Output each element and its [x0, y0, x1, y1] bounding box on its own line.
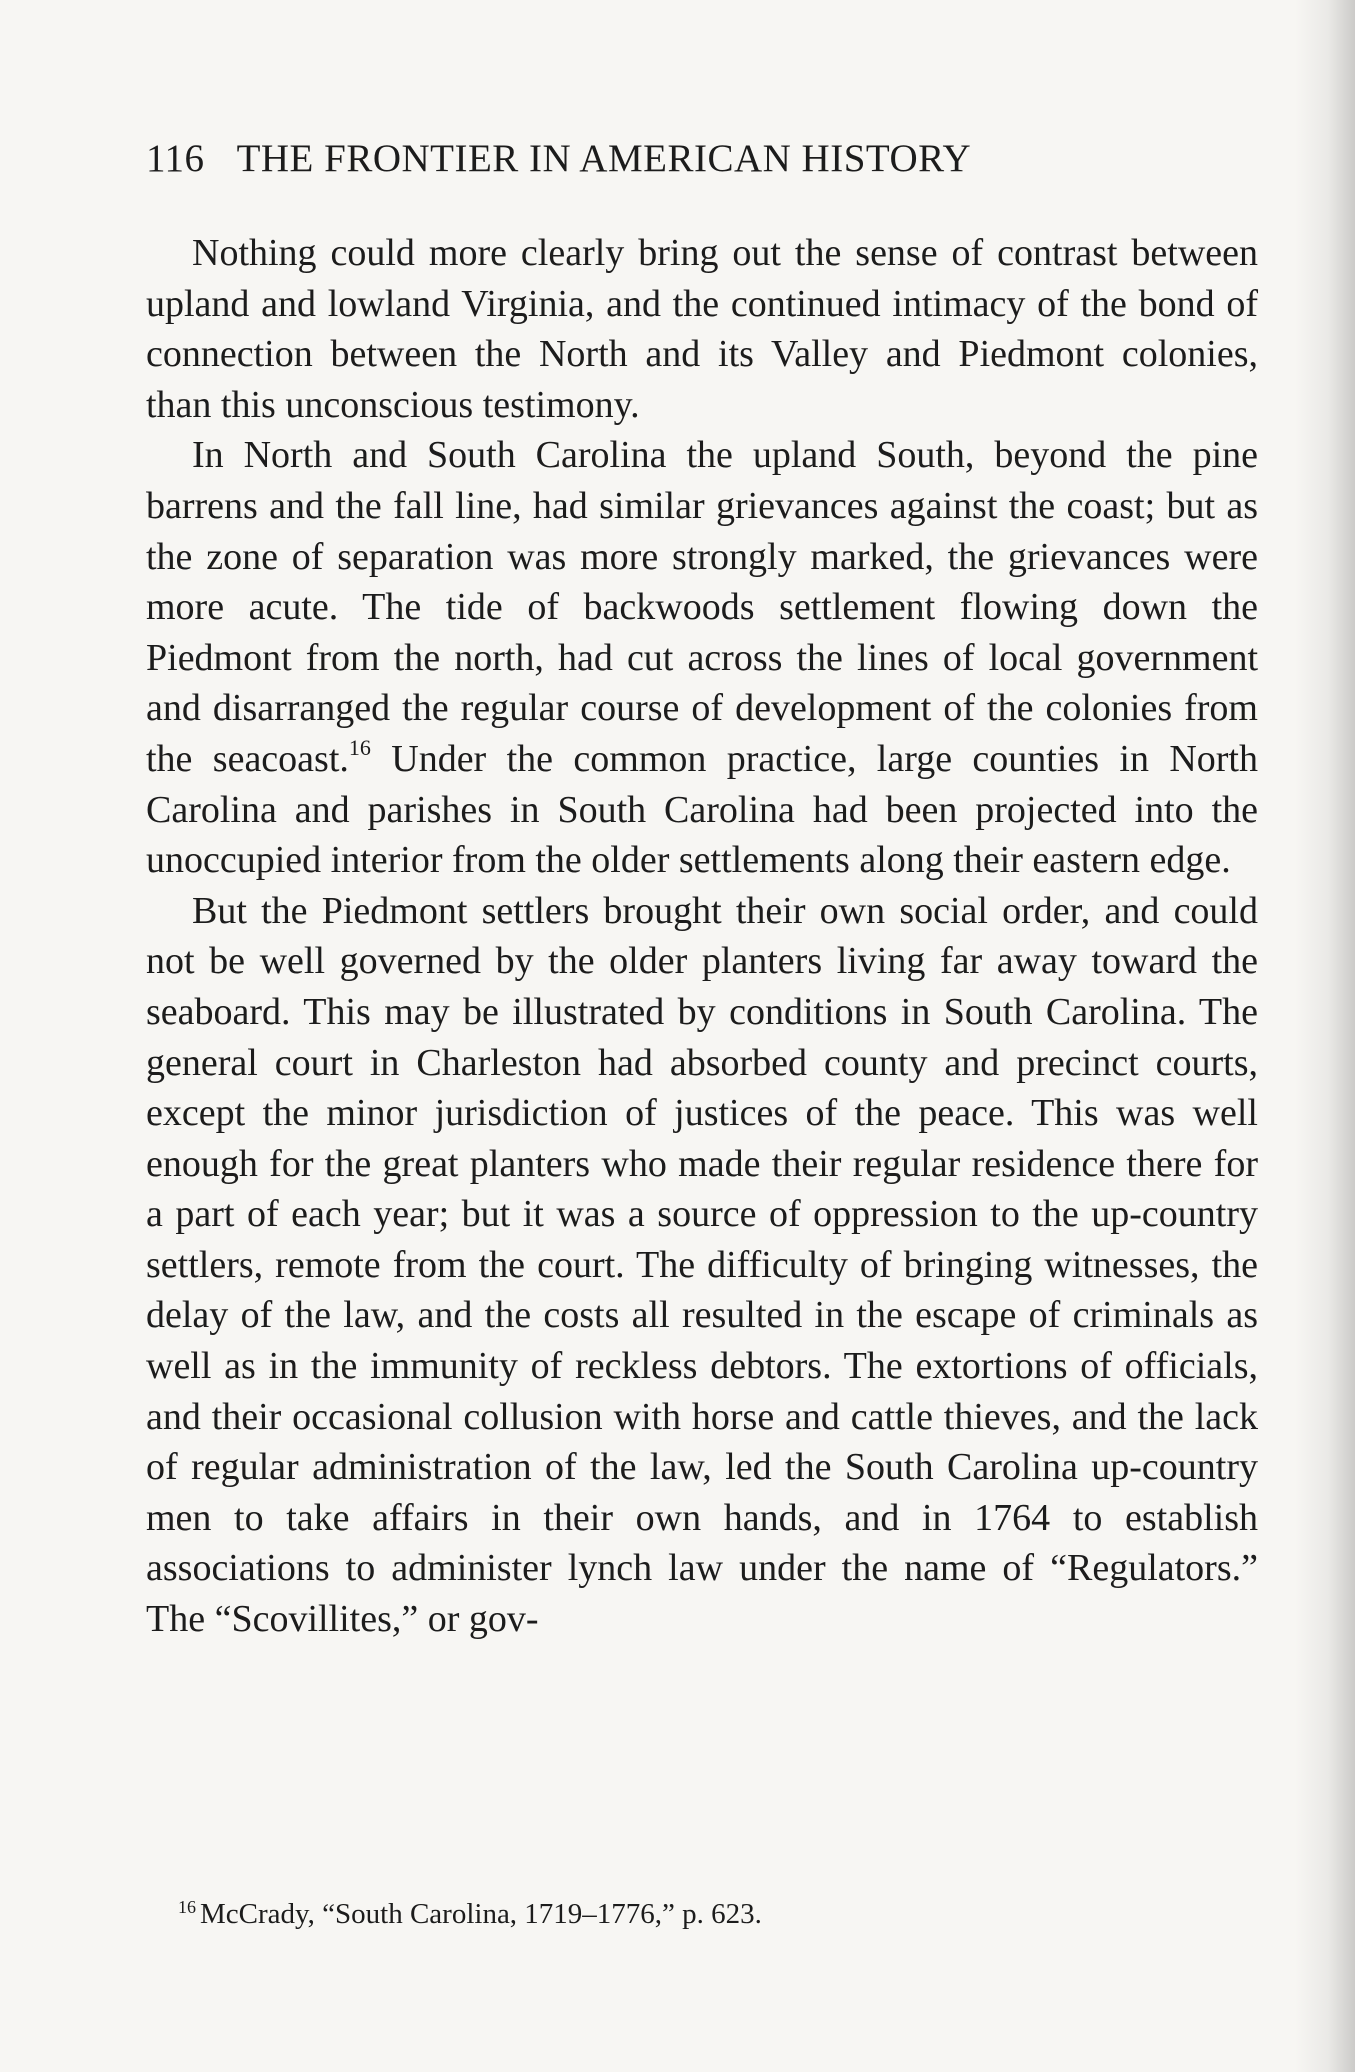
paragraph-2-text-b: Under the common practice, large counties in North Carolina and parishes in South Carolina had been projected into the unoccupied interior from the older settlements along their eastern edge. [146, 737, 1258, 882]
footnote-text: McCrady, “South Carolina, 1719–1776,” p. 623. [200, 1898, 762, 1930]
body-text [146, 228, 1258, 1645]
page-edge-shadow [1295, 0, 1355, 2072]
footnote-reference: 16 [348, 734, 371, 760]
paragraph-1: Nothing could more clearly bring out the sense of contrast between upland and lowland Virginia, and the continued intimacy of the bond of connection between the North and its Valley and Piedmont colonies, than this unconscious testimony. [146, 232, 1258, 426]
paragraph-2-text-a: In North and South Carolina the upland South, beyond the pine barrens and the fall line, had similar grievances against the coast; but as the zone of separation was more strongly marked, the grievances were more acute. The tide of backwoods settlement flowing down the Piedmont from the north, had cut across the lines of local government and disarranged the regular course of development of the colonies from the seacoast. [146, 434, 1258, 780]
paragraph-2 [146, 430, 1258, 885]
running-header [146, 136, 971, 181]
footnote-mark: 16 [178, 1897, 196, 1917]
paragraph-3: But the Piedmont settlers brought their own social order, and could not be well governed by the older planters living far away toward the seaboard. This may be illustrated by conditions in South Carolina. The general court in Charleston had absorbed county and precinct courts, except the minor jurisdiction of justices of the peace. This was well enough for the great planters who made their regular residence there for a part of each year; but it was a source of oppression to the up-country settlers, remote from the court. The difficulty of bringing witnesses, the delay of the law, and the costs all resulted in the escape of criminals as well as in the immunity of reckless debtors. The extortions of officials, and their occasional collusion with horse and cattle thieves, and the lack of regular administration of the law, led the South Carolina up-country men to take affairs in their own hands, and in 1764 to establish associations to administer lynch law under the name of “Regulators.” The “Scovillites,” or gov- [146, 889, 1258, 1641]
page-number: 116 [146, 137, 205, 180]
running-title: THE FRONTIER IN AMERICAN HISTORY [236, 137, 972, 180]
footnote [178, 1897, 762, 1931]
